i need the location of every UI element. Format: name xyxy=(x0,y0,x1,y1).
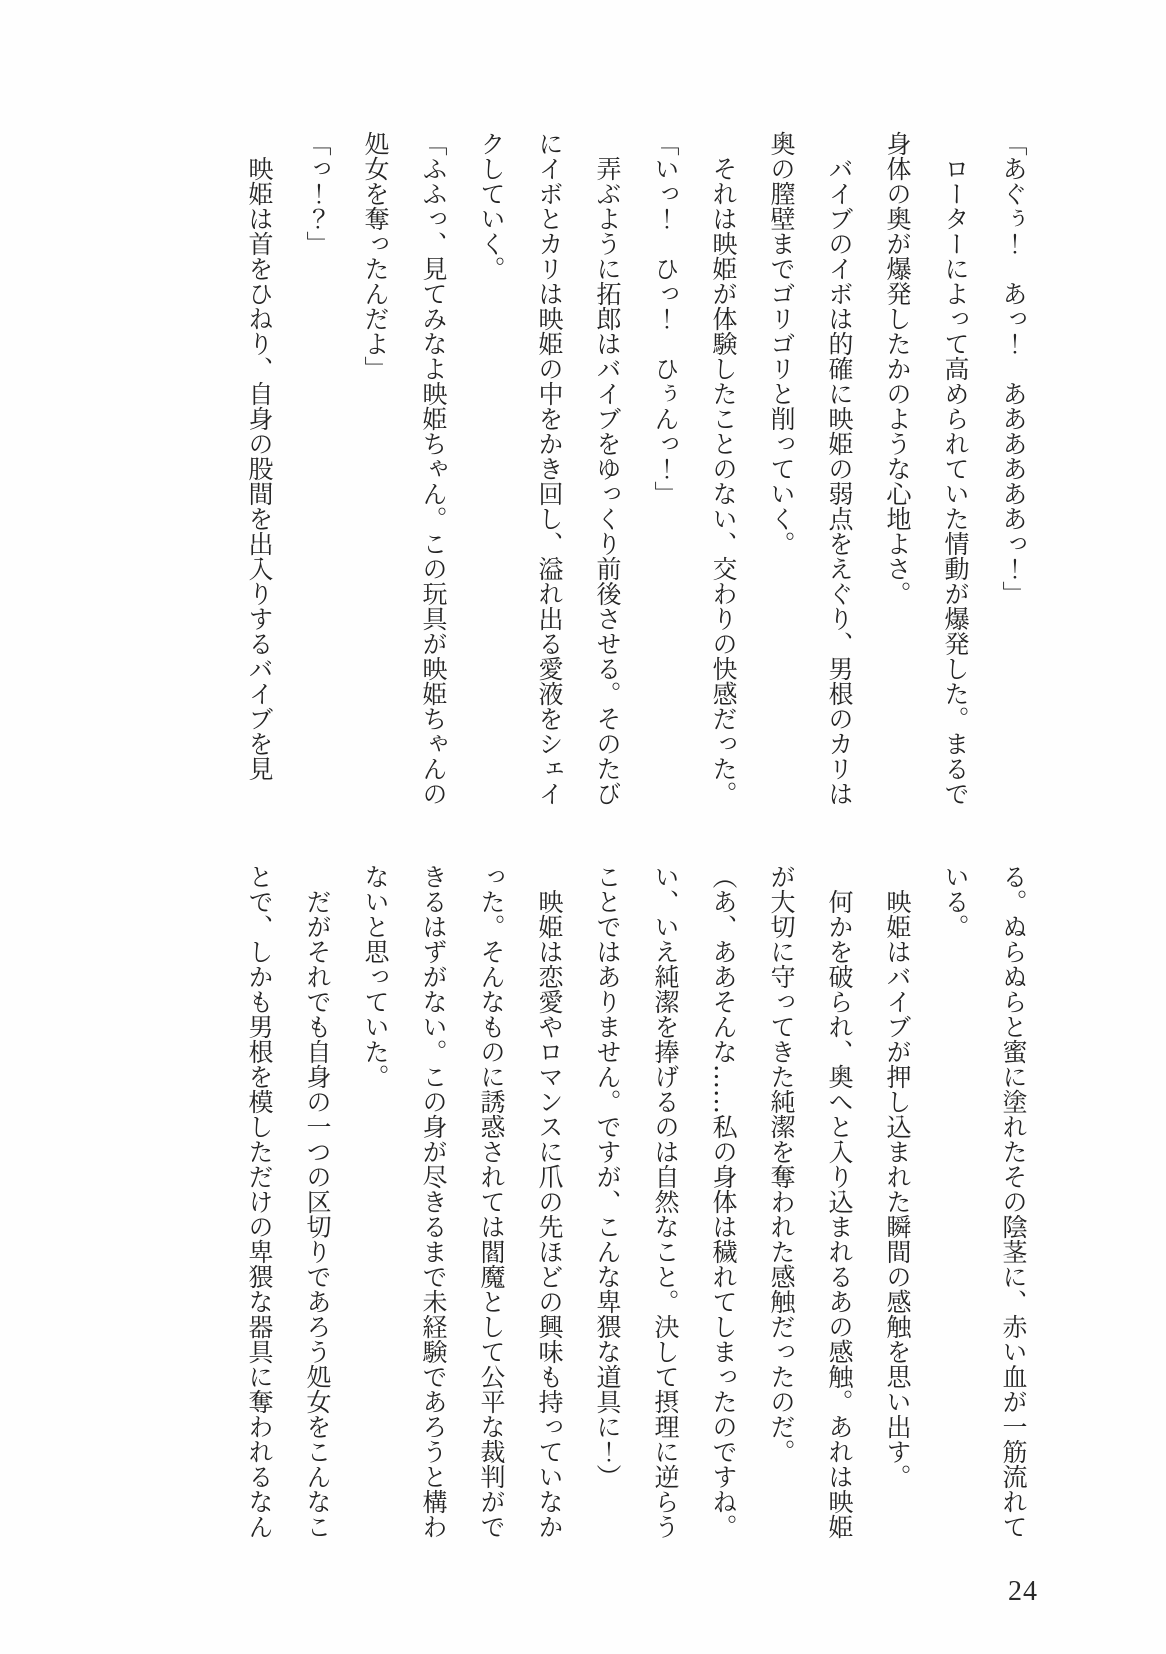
paragraph-dialogue: 「あぐぅ！ あっ！ ああああああっ！」 xyxy=(999,131,1028,606)
paragraph-narrative: だがそれでも自身の一つの区切りであろう処女をこんなことで、しかも男根を模しただけの卑猥な器具に奪われるなん xyxy=(245,864,332,1539)
paragraph-dialogue: 「いっ！ ひっ！ ひぅんっ！」 xyxy=(651,131,680,506)
text-block-top xyxy=(230,131,1042,808)
paragraph-narrative: 何かを破られ、奥へと入り込まれるあの感触。あれは映姫が大切に守ってきた純潔を奪われた感触だったのだ。 xyxy=(767,864,854,1539)
paragraph-dialogue: 「ふふっ、見てみなよ映姫ちゃん。この玩具が映姫ちゃんの処女を奪ったんだよ」 xyxy=(361,131,448,806)
paragraph-narrative: 映姫はバイブが押し込まれた瞬間の感触を思い出す。 xyxy=(883,889,912,1489)
paragraph-narrative: 映姫は首をひねり、自身の股間を出入りするバイブを見 xyxy=(245,156,274,781)
paragraph-narrative: 映姫は恋愛やロマンスに爪の先ほどの興味も持っていなかった。そんなものに誘惑されては閻魔として公平な裁判ができるはずがない。この身が尽きるまで未経験であろうと構わないと思っていた。 xyxy=(361,864,564,1539)
text-block-bottom xyxy=(230,864,1042,1541)
paragraph-narrative: バイブのイボは的確に映姫の弱点をえぐり、男根のカリは奥の膣壁までゴリゴリと削っていく。 xyxy=(767,131,854,806)
paragraph-narrative: 弄ぶように拓郎はバイブをゆっくり前後させる。そのたびにイボとカリは映姫の中をかき回し、溢れ出る愛液をシェイクしていく。 xyxy=(477,131,622,806)
paragraph-continuation: る。ぬらぬらと蜜に塗れたその陰茎に、赤い血が一筋流れている。 xyxy=(941,864,1028,1539)
paragraph-narrative: それは映姫が体験したことのない、交わりの快感だった。 xyxy=(709,156,738,806)
paragraph-thought: （あ、ああそんな……私の身体は穢れてしまったのですね。い、いえ純潔を捧げるのは自然なこと。決して摂理に逆らうことではありません。ですが、こんな卑猥な道具に！） xyxy=(593,864,738,1539)
paragraph-narrative: ローターによって高められていた情動が爆発した。まるで身体の奥が爆発したかのような心地よさ。 xyxy=(883,131,970,806)
paragraph-dialogue: 「っ！？」 xyxy=(303,131,332,256)
page-number: 24 xyxy=(1008,1576,1038,1607)
